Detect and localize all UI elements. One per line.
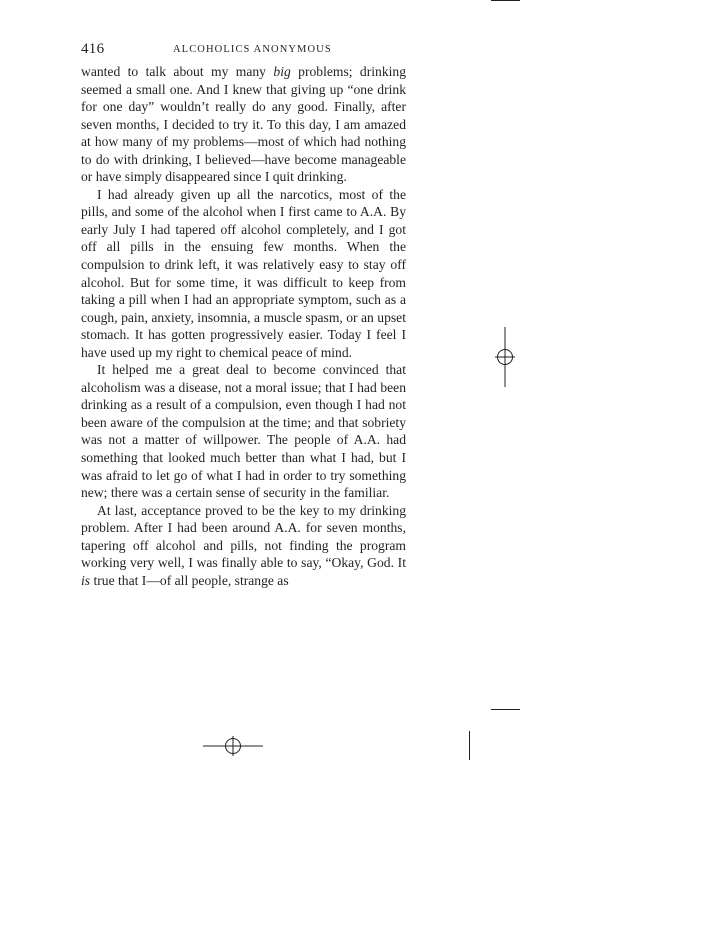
registration-crosshair-icon (475, 327, 535, 387)
paragraph (81, 63, 406, 186)
italic-text: big (273, 64, 291, 79)
running-head (81, 41, 406, 63)
registration-mark-right (475, 327, 535, 387)
italic-text: is (81, 572, 91, 588)
paragraph (81, 361, 406, 501)
body-text (81, 63, 406, 589)
paragraph-text: wanted to talk about my many (81, 64, 274, 79)
paragraph-text: I had already given up all the narcotics, most of the pills, and some of the alcohol when I first came to A.A. By early July I had tapered off alcohol completely, and I got off all pills in the ensuing few months. When the compulsion to drink left, it was relatively easy to stay off alcohol. But for some time, it was difficult to keep from taking a pill when I had an appropriate symptom, such as a cough, pain, anxiety, insomnia, a muscle spasm, or an upset stomach. It has gotten progressively easier. Today I feel I have used up my right to chemical peace of mind. (81, 186, 406, 360)
registration-mark-bottom (203, 716, 263, 776)
paragraph-text: true that I—of all people, strange as (90, 572, 289, 588)
book-title: ALCOHOLICS ANONYMOUS (173, 44, 332, 55)
paragraph-text: At last, acceptance proved to be the key to my drinking problem. After I had been around A.A. for seven months, tapering off alcohol and pills, not finding the program working very well, I was finally able to say, “Okay, God. It (81, 502, 406, 571)
paragraph-text: It helped me a great deal to become convinced that alcoholism was a disease, not a moral issue; that I had been drinking as a result of a compulsion, even though I had not been aware of the compulsion at the time; and that sobriety was not a matter of willpower. The people of A.A. had something that looked much better than what I had, but I was afraid to let go of what I had in order to try something new; there was a certain sense of security in the familiar. (81, 362, 406, 501)
page-number: 416 (81, 41, 105, 57)
crop-mark-top-right (491, 0, 520, 1)
paragraph (81, 502, 406, 590)
paragraph (81, 186, 406, 361)
registration-crosshair-icon (203, 716, 263, 776)
paragraph-text: problems; drinking seemed a small one. And I knew that giving up “one drink for one day” wouldn’t really do any good. Finally, after seven months, I decided to try it. To this day, I am amazed at how many of my problems—most of which had nothing to do with drinking, I believed—have become manageable or have simply disappeared since I quit drinking. (81, 64, 406, 185)
crop-mark-bottom-vertical (469, 731, 470, 760)
crop-mark-bottom-right (491, 709, 520, 710)
